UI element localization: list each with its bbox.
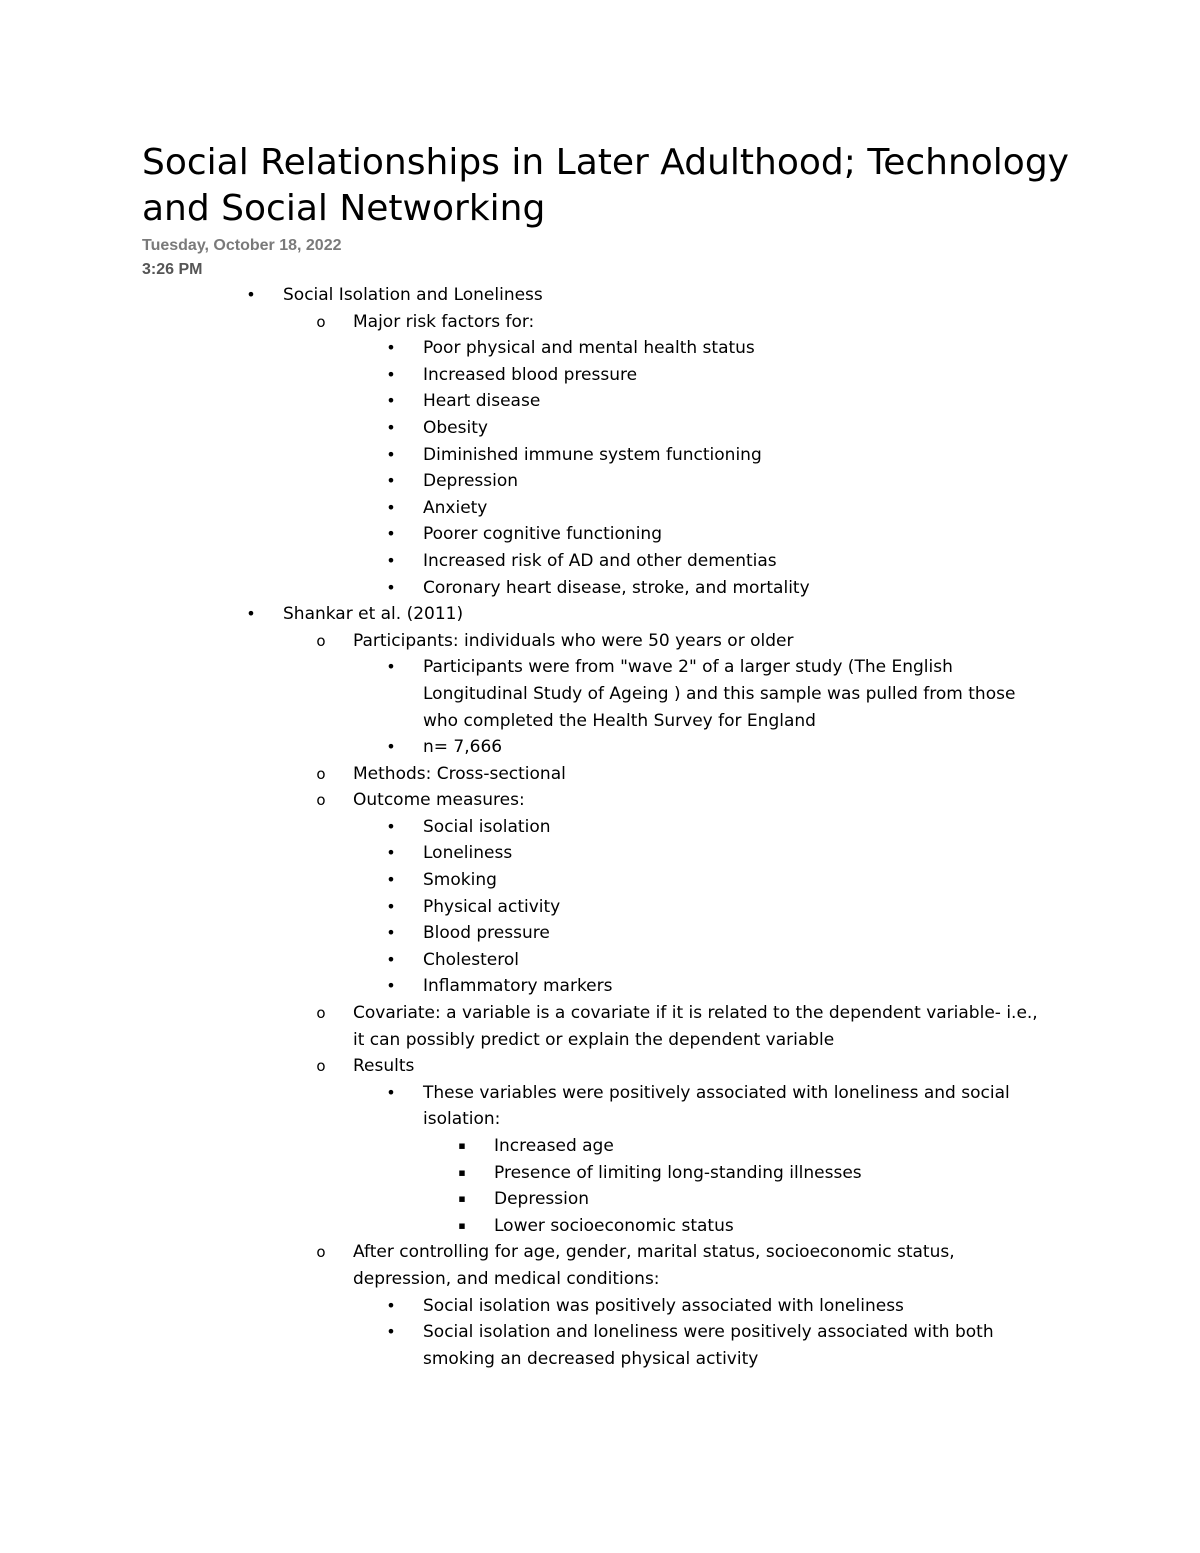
- bullet-disc-icon: •: [246, 285, 256, 304]
- list-item[interactable]: [0, 362, 1200, 389]
- list-item[interactable]: [0, 495, 1200, 522]
- list-item-text: Depression: [494, 1189, 590, 1210]
- list-item-text: Depression: [423, 471, 519, 492]
- bullet-square-icon: ▪: [458, 1192, 466, 1206]
- list-item[interactable]: [0, 1186, 1200, 1213]
- bullet-disc-icon: •: [386, 843, 396, 863]
- list-item-text: Increased risk of AD and other dementias: [423, 550, 777, 571]
- list-item-text: Poorer cognitive functioning: [423, 524, 662, 545]
- list-item-text: Coronary heart disease, stroke, and mortality: [423, 577, 810, 598]
- list-item[interactable]: [0, 1160, 1200, 1187]
- list-item[interactable]: [0, 1213, 1200, 1240]
- bullet-disc-icon: •: [386, 949, 396, 969]
- list-item[interactable]: [0, 654, 1200, 734]
- list-item-text: Diminished immune system functioning: [423, 444, 762, 465]
- list-item[interactable]: [0, 1239, 1200, 1292]
- list-item-text: Lower socioeconomic status: [494, 1215, 734, 1236]
- list-item-text: Outcome measures:: [353, 790, 525, 811]
- list-item-text: Major risk factors for:: [353, 311, 535, 332]
- list-item[interactable]: [0, 920, 1200, 947]
- list-item-text: Poor physical and mental health status: [423, 338, 755, 359]
- list-item-text: Anxiety: [423, 497, 488, 518]
- list-item-text: Increased age: [494, 1136, 614, 1156]
- list-item[interactable]: [0, 734, 1200, 761]
- bullet-disc-icon: •: [386, 976, 396, 996]
- page-title[interactable]: Social Relationships in Later Adulthood; Technology and Social Networking: [142, 142, 1069, 229]
- list-item-text: Social isolation and loneliness were positively associated with both smoking an decreased physical activity: [423, 1322, 994, 1369]
- bullet-disc-icon: •: [386, 417, 396, 437]
- list-item-text: Covariate: a variable is a covariate if it is related to the dependent variable- i.e., it can possibly predict or explain the dependent variable: [353, 1003, 1038, 1050]
- list-item-text: Presence of limiting long-standing illnesses: [494, 1162, 862, 1183]
- list-item-text: Results: [353, 1056, 415, 1077]
- list-item[interactable]: [0, 814, 1200, 841]
- list-item[interactable]: [0, 1319, 1200, 1372]
- list-item-text: Inflammatory markers: [423, 976, 613, 997]
- list-item[interactable]: [0, 415, 1200, 442]
- bullet-disc-icon: •: [386, 471, 396, 491]
- list-item-text: Social Isolation and Loneliness: [283, 285, 543, 305]
- bullet-disc-icon: •: [386, 1295, 396, 1315]
- bullet-disc-icon: •: [386, 1322, 396, 1342]
- bullet-disc-icon: •: [386, 657, 396, 677]
- list-item[interactable]: [0, 628, 1200, 655]
- list-item-text: Participants were from "wave 2" of a larger study (The English Longitudinal Study of Ageing ) and this sample was pulled from those who completed the Health Survey for England: [423, 657, 1016, 731]
- list-item-text: Social isolation was positively associated with loneliness: [423, 1295, 904, 1316]
- list-item[interactable]: [0, 867, 1200, 894]
- list-item-text: Smoking: [423, 870, 497, 891]
- bullet-circle-icon: o: [316, 764, 326, 783]
- list-item[interactable]: [0, 761, 1200, 788]
- list-item[interactable]: [0, 1053, 1200, 1080]
- list-item[interactable]: [0, 575, 1200, 602]
- bullet-disc-icon: •: [386, 497, 396, 517]
- bullet-circle-icon: o: [316, 1243, 326, 1262]
- list-item[interactable]: [0, 1080, 1200, 1133]
- list-item[interactable]: [0, 1293, 1200, 1320]
- bullet-disc-icon: •: [246, 604, 256, 624]
- list-item[interactable]: [0, 521, 1200, 548]
- list-item-text: Social isolation: [423, 816, 551, 837]
- bullet-disc-icon: •: [386, 816, 396, 836]
- list-item[interactable]: [0, 894, 1200, 921]
- list-item-text: Cholesterol: [423, 949, 519, 970]
- bullet-circle-icon: o: [316, 1057, 326, 1076]
- list-item[interactable]: [0, 947, 1200, 974]
- list-item-text: Loneliness: [423, 843, 513, 864]
- list-item[interactable]: [0, 309, 1200, 336]
- list-item-text: Obesity: [423, 417, 488, 438]
- note-outline[interactable]: [0, 282, 1200, 1372]
- list-item-text: Blood pressure: [423, 923, 550, 944]
- list-item-text: Physical activity: [423, 896, 561, 917]
- bullet-disc-icon: •: [386, 896, 396, 916]
- bullet-disc-icon: •: [386, 577, 396, 597]
- list-item-text: After controlling for age, gender, marital status, socioeconomic status, depression, and medical conditions:: [353, 1242, 955, 1289]
- bullet-disc-icon: •: [386, 391, 396, 411]
- list-item[interactable]: [0, 335, 1200, 362]
- list-item-text: Increased blood pressure: [423, 364, 638, 385]
- bullet-disc-icon: •: [386, 338, 396, 358]
- list-item[interactable]: [0, 973, 1200, 1000]
- list-item[interactable]: [0, 601, 1200, 628]
- bullet-square-icon: ▪: [458, 1218, 466, 1232]
- bullet-disc-icon: •: [386, 923, 396, 943]
- list-item[interactable]: [0, 442, 1200, 469]
- bullet-square-icon: ▪: [458, 1165, 466, 1179]
- bullet-circle-icon: o: [316, 1004, 326, 1023]
- list-item-text: These variables were positively associated with loneliness and social isolation:: [423, 1082, 1010, 1130]
- bullet-circle-icon: o: [316, 312, 326, 331]
- list-item-text: n= 7,666: [423, 737, 503, 758]
- bullet-circle-icon: o: [316, 631, 326, 650]
- list-item[interactable]: [0, 388, 1200, 415]
- list-item-text: Methods: Cross-sectional: [353, 763, 566, 784]
- bullet-disc-icon: •: [386, 870, 396, 890]
- list-item-text: Participants: individuals who were 50 years or older: [353, 630, 794, 651]
- note-date: Tuesday, October 18, 2022: [142, 237, 342, 254]
- list-item[interactable]: [0, 548, 1200, 575]
- bullet-square-icon: ▪: [458, 1139, 466, 1152]
- bullet-disc-icon: •: [386, 364, 396, 384]
- bullet-disc-icon: •: [386, 1082, 396, 1102]
- note-time: 3:26 PM: [142, 261, 203, 278]
- bullet-circle-icon: o: [316, 791, 326, 810]
- bullet-disc-icon: •: [386, 444, 396, 464]
- list-item[interactable]: [0, 840, 1200, 867]
- list-item-text: Shankar et al. (2011): [283, 604, 464, 625]
- list-item[interactable]: [0, 787, 1200, 814]
- list-item[interactable]: [0, 468, 1200, 495]
- bullet-disc-icon: •: [386, 550, 396, 570]
- bullet-disc-icon: •: [386, 524, 396, 544]
- list-item-text: Heart disease: [423, 391, 541, 412]
- bullet-disc-icon: •: [386, 737, 396, 757]
- list-item[interactable]: [0, 282, 1200, 309]
- list-item[interactable]: [0, 1000, 1200, 1053]
- list-item[interactable]: [0, 1133, 1200, 1160]
